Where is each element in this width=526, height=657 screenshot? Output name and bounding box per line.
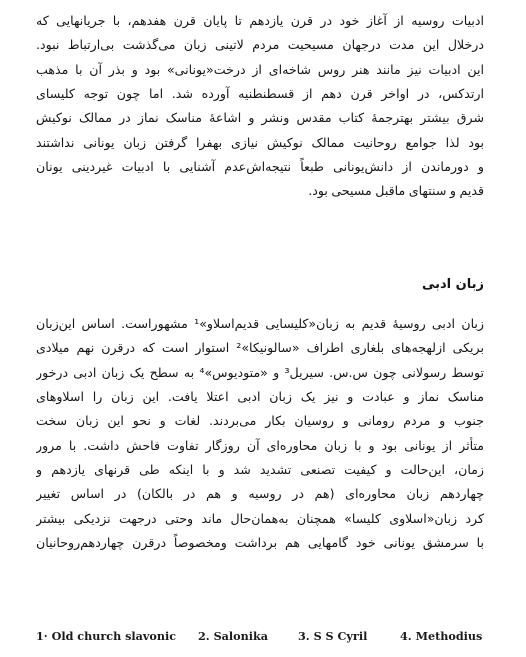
text-line: قدیم و سنتهای ماقبل مسیحی بود. (308, 183, 484, 199)
paragraph (36, 312, 484, 555)
text-line: متأثر از یونانی بود و با زبان محاوره‌ای آن روزگار تفاوت فاحش داشت. با مرور (36, 437, 484, 453)
text-line: و دورماندن از دانش‌یونانی طبعاً نتیجه‌اش‌عدم آشنایی با ادبیات غیردینی یونان (36, 159, 484, 175)
text-line: کرد زبان«اسلاوی کلیسا» همچنان به‌همان‌حال ماند وحتی درجهت نزدیکی بیشتر (36, 510, 484, 526)
text-line: ارتدکس، در اواخر قرن دهم از قسطنطنیه آورده شد. اما چون توجه کلیسای (36, 86, 484, 102)
text-line: توسط رسولانی چون س.س. سیریل³ و «متودیوس»⁴ به سطح یک زبان ادبی درخور (36, 364, 484, 380)
footnote: 4. Methodius (400, 629, 483, 643)
text-line: زبان ادبی روسیهٔ قدیم به زبان«کلیسایی قدیم‌اسلاو»¹ مشهوراست. اساس این‌زبان (36, 316, 484, 331)
footnote: 1· Old church slavonic (36, 629, 177, 643)
footnotes (36, 626, 484, 646)
paragraph (36, 9, 484, 204)
text-line: جنوب و مردم رومانی و روسیان بکار می‌بردند. لغات و نحو این زبان سخت (36, 413, 484, 429)
text-line: زمان، این‌حالت و کیفیت تصنعی تشدید شد و با اینکه طی قرنهای یازدهم و (36, 462, 484, 478)
section-heading: زبان ادبی (421, 277, 484, 292)
text-line: درخلال این مدت درجهان مسیحیت مردم لاتینی زبان می‌گذشت بی‌ارتباط نبود. (36, 37, 484, 53)
text-line: ادبیات روسیه از آغاز خود در قرن یازدهم تا پایان قرن هفدهم، با جریانهایی که (36, 13, 484, 28)
text-line: چهاردهم زبان محاوره‌ای (هم در روسیه و هم در بالکان) در اساس تغییر (36, 486, 484, 502)
text-line: با سرمشق یونانی خود گامهایی هم برداشت ومخصوصاً درقرن چهاردهم‌روحانیان (36, 535, 484, 551)
footnote: 2. Salonika (198, 629, 268, 643)
text-line: شرق بیشتر بهترجمهٔ کتاب مقدس ونشر و اشاعهٔ مناسک نماز در ممالک نوکیش (36, 110, 484, 126)
text-line: این ادبیات نیز مانند هنر روس شاخه‌ای از درخت«یونانی» بود و بذر آن با مذهب (36, 61, 484, 77)
text-line: مناسک نماز و عبادت و نیز یک زبان ادبی اعتلا یافت. این زبان را اسلاوهای (36, 389, 484, 405)
footnote: 3. S S Cyril (298, 629, 368, 643)
text-line: بریکی ازلهجه‌های بلغاری اطراف «سالونیکا»² استوار است که درقرن نهم میلادی (36, 340, 484, 356)
text-line: بود لذا جوامع روحانیت ممالک نوکیش نیازی بهفرا گرفتن زبان یونانی نداشتند (36, 134, 484, 150)
